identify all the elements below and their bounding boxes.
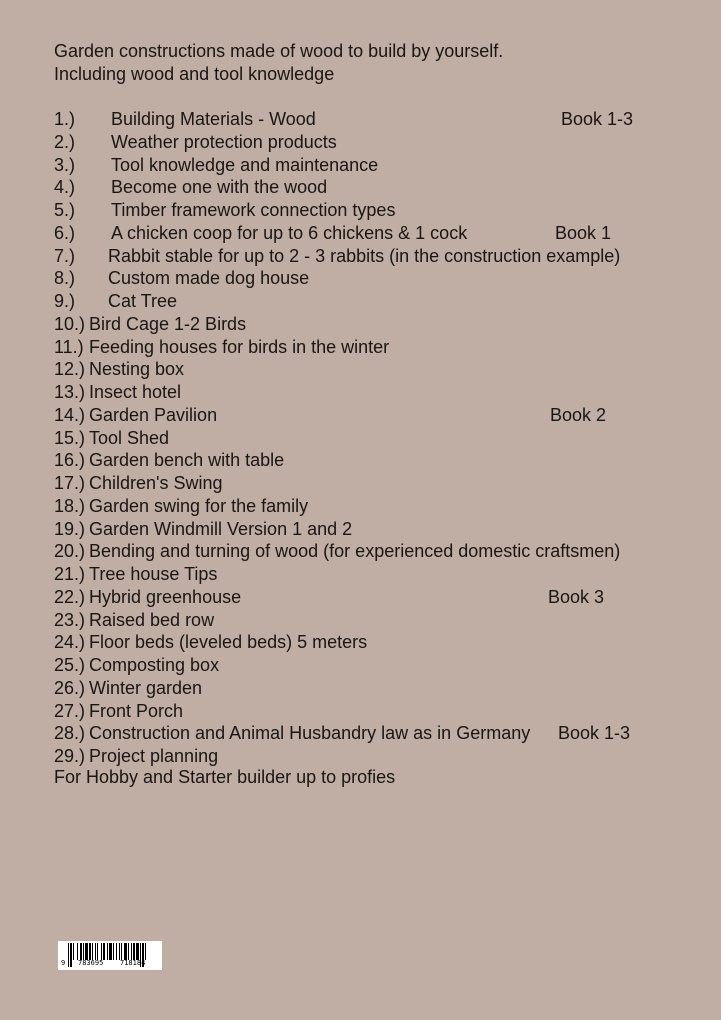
toc-entry-number: 11.) xyxy=(54,336,84,357)
toc-entry-number: 16.) xyxy=(54,450,86,471)
toc-entry-title: Tree house Tips xyxy=(89,564,218,584)
toc-entry-number: 1.) xyxy=(54,109,76,129)
toc-entry-title: Tool knowledge and maintenance xyxy=(111,154,379,175)
toc-entry-title: Front Porch xyxy=(89,700,184,721)
toc-entry-number: 6.) xyxy=(54,222,76,243)
barcode-bar xyxy=(83,943,84,960)
toc-entry-title: Insect hotel xyxy=(89,382,182,402)
barcode-bar xyxy=(89,943,91,960)
toc-entry-number: 3.) xyxy=(54,154,76,175)
footer-text: For Hobby and Starter builder up to profies xyxy=(54,767,396,787)
toc-entry xyxy=(54,358,654,381)
toc-entry-title: Building Materials - Wood xyxy=(111,109,316,129)
toc-entry xyxy=(54,563,654,586)
toc-entry-number: 9.) xyxy=(54,291,76,311)
toc-entry-number: 10.) xyxy=(54,313,86,334)
toc-entry-title: Custom made dog house xyxy=(108,268,310,289)
barcode-bar xyxy=(97,943,98,960)
toc-entry-title: Tool Shed xyxy=(89,427,170,448)
barcode-bar xyxy=(121,943,122,960)
toc-entry-title: Raised bed row xyxy=(89,609,215,630)
toc-entry xyxy=(54,540,654,563)
toc-entry-title: Timber framework connection types xyxy=(111,200,396,220)
barcode-bar xyxy=(77,943,78,960)
toc-entry xyxy=(54,449,654,472)
toc-entry xyxy=(54,745,654,768)
toc-entry-number: 15.) xyxy=(54,427,86,448)
toc-entry-number: 5.) xyxy=(54,200,76,220)
toc-entry-title: Garden bench with table xyxy=(89,450,285,471)
barcode-bar xyxy=(109,943,112,960)
toc-entry xyxy=(54,700,654,723)
toc-entry xyxy=(54,586,654,609)
toc-entry-title: Nesting box xyxy=(89,359,185,380)
toc-entry xyxy=(54,631,654,654)
barcode-bar xyxy=(145,943,146,960)
intro-block xyxy=(54,40,503,86)
toc-entry-title: Floor beds (leveled beds) 5 meters xyxy=(89,632,368,653)
toc-entry-title: Bending and turning of wood (for experienced domestic craftsmen) xyxy=(89,541,621,562)
toc-entry-number: 13.) xyxy=(54,382,86,402)
toc-entry-title: Children's Swing xyxy=(89,473,223,493)
barcode-lead-digit: 9 xyxy=(61,959,66,967)
barcode-bar xyxy=(124,943,127,960)
toc-entry-title: Garden swing for the family xyxy=(89,495,309,516)
intro-line-2: Including wood and tool knowledge xyxy=(54,64,335,84)
toc-entry xyxy=(54,245,654,268)
toc-entry-number: 24.) xyxy=(54,632,86,653)
toc-entry xyxy=(54,313,654,336)
toc-entry-title: Construction and Animal Husbandry law as in Germany xyxy=(89,723,531,744)
toc-entry-number: 4.) xyxy=(54,177,76,198)
toc-entry-title: Composting box xyxy=(89,655,220,675)
toc-entry-title: Project planning xyxy=(89,746,219,766)
barcode-bar xyxy=(107,943,108,960)
barcode-bar xyxy=(85,943,88,960)
barcode-bars xyxy=(58,941,162,970)
toc-entry xyxy=(54,176,654,199)
toc-entry-number: 23.) xyxy=(54,609,86,630)
toc-entry xyxy=(54,404,654,427)
toc-entry xyxy=(54,609,654,632)
barcode-bar xyxy=(68,943,69,967)
barcode-bar xyxy=(131,943,132,960)
barcode-bar xyxy=(101,943,102,960)
toc-entry-title: Rabbit stable for up to 2 - 3 rabbits (in the construction example) xyxy=(108,245,621,266)
toc-entry-title: Weather protection products xyxy=(111,131,337,152)
toc-entry xyxy=(54,722,654,745)
toc-entry-number: 18.) xyxy=(54,495,86,516)
toc-entry-number: 21.) xyxy=(54,564,86,584)
toc-entry xyxy=(54,677,654,700)
toc-entry xyxy=(54,131,654,154)
barcode-bar xyxy=(128,943,129,960)
barcode-bar xyxy=(113,943,114,960)
toc-entry-book: Book 2 xyxy=(550,404,607,425)
toc-entry xyxy=(54,472,654,495)
barcode xyxy=(58,941,162,970)
toc-entry-title: Bird Cage 1-2 Birds xyxy=(89,313,247,334)
barcode-group-2: 718184 xyxy=(120,959,146,967)
intro-line-1: Garden constructions made of wood to build by yourself. xyxy=(54,41,504,61)
toc-entry-number: 20.) xyxy=(54,541,86,562)
toc-entry-number: 19.) xyxy=(54,518,86,539)
toc-entry xyxy=(54,154,654,177)
toc-entry-book: Book 1-3 xyxy=(558,723,631,744)
barcode-bar xyxy=(70,943,72,967)
table-of-contents xyxy=(54,108,654,768)
toc-entry-title: Feeding houses for birds in the winter xyxy=(89,336,390,357)
barcode-bar xyxy=(80,943,82,960)
toc-entry-book: Book 1-3 xyxy=(561,109,634,129)
barcode-bar xyxy=(136,943,139,960)
toc-entry-number: 8.) xyxy=(54,268,76,289)
barcode-bar xyxy=(133,943,135,960)
toc-entry xyxy=(54,199,654,222)
toc-entry-number: 27.) xyxy=(54,700,86,721)
toc-entry xyxy=(54,336,654,359)
toc-entry xyxy=(54,290,654,313)
toc-entry-number: 17.) xyxy=(54,473,86,493)
toc-entry xyxy=(54,267,654,290)
toc-entry-title: Garden Windmill Version 1 and 2 xyxy=(89,518,353,539)
barcode-bar xyxy=(103,943,105,960)
toc-entry xyxy=(54,518,654,541)
toc-entry-number: 12.) xyxy=(54,359,86,380)
toc-entry-title: Become one with the wood xyxy=(111,177,328,198)
barcode-bar xyxy=(73,943,74,960)
toc-entry-title: Hybrid greenhouse xyxy=(89,586,242,607)
toc-entry-book: Book 1 xyxy=(555,222,612,243)
toc-entry xyxy=(54,381,654,404)
barcode-bar xyxy=(116,943,117,960)
toc-entry-number: 25.) xyxy=(54,655,86,675)
toc-entry-title: Winter garden xyxy=(89,677,203,698)
toc-entry xyxy=(54,495,654,518)
toc-entry xyxy=(54,222,654,245)
toc-entry-number: 2.) xyxy=(54,131,76,152)
barcode-bar xyxy=(119,943,120,960)
toc-entry-number: 28.) xyxy=(54,723,86,744)
toc-entry-book: Book 3 xyxy=(548,586,605,607)
barcode-group-1: 783695 xyxy=(78,959,104,967)
toc-entry-number: 7.) xyxy=(54,245,76,266)
toc-entry-title: Cat Tree xyxy=(108,291,178,311)
toc-entry-number: 26.) xyxy=(54,677,86,698)
toc-entry xyxy=(54,108,654,131)
toc-entry xyxy=(54,654,654,677)
barcode-bar xyxy=(92,943,93,960)
toc-entry-number: 29.) xyxy=(54,746,86,766)
toc-entry-title: Garden Pavilion xyxy=(89,404,218,425)
toc-entry xyxy=(54,427,654,450)
toc-entry-number: 14.) xyxy=(54,404,86,425)
toc-entry-title: A chicken coop for up to 6 chickens & 1 cock xyxy=(111,222,468,243)
barcode-bar xyxy=(95,943,96,960)
toc-entry-number: 22.) xyxy=(54,586,86,607)
